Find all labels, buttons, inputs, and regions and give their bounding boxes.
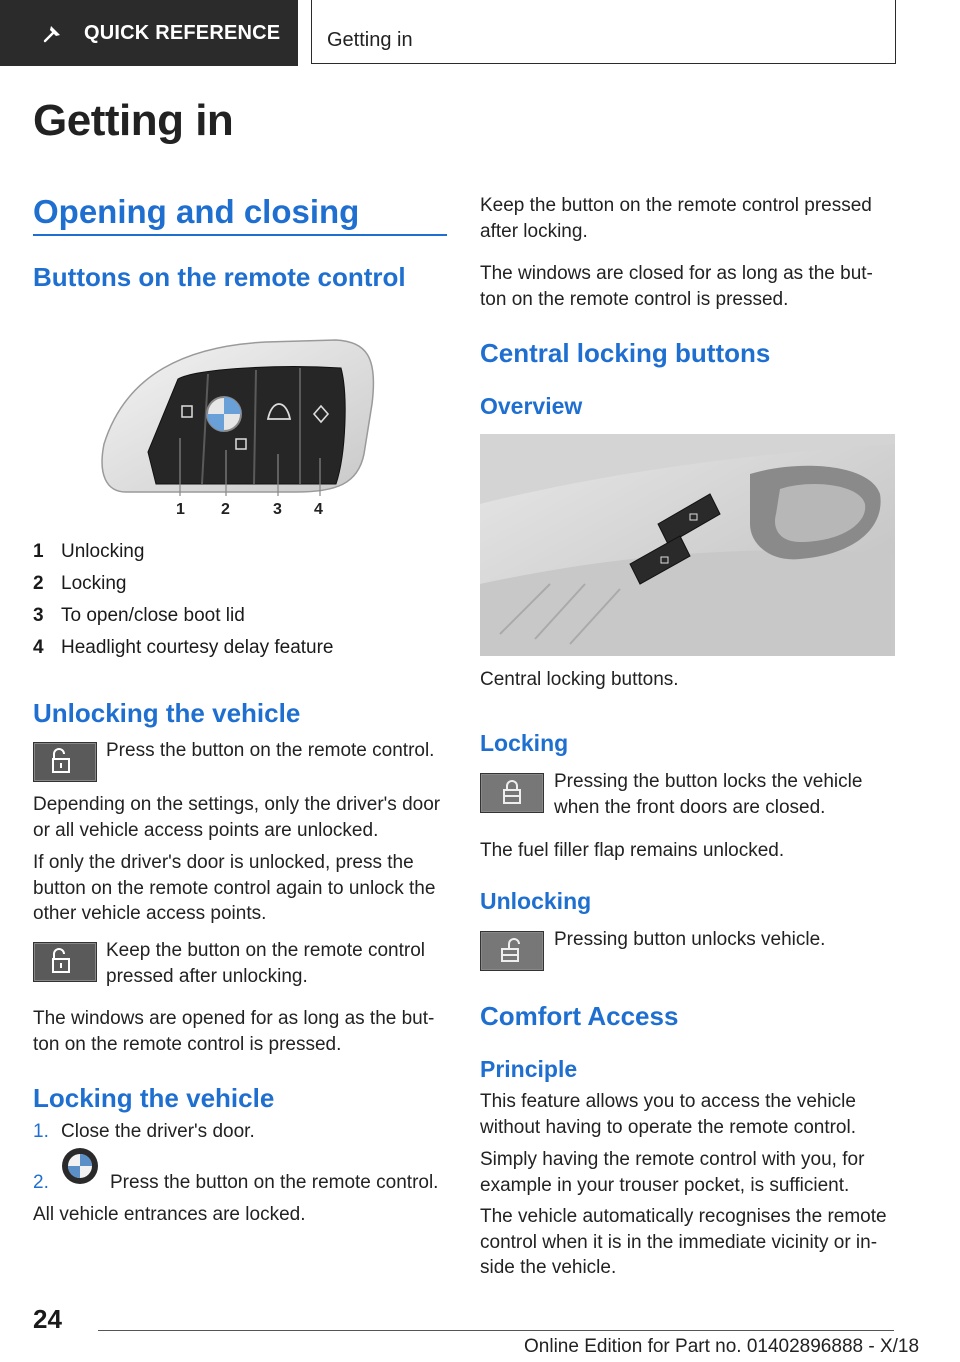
locking-windows-paragraph: Keep the button on the remote control pressed after locking. <box>480 195 872 242</box>
callout-2: 2 <box>221 501 230 518</box>
list-item: 4 Headlight courtesy delay feature <box>33 637 334 658</box>
footer-edition: Online Edition for Part no. 01402896888 - X/18 <box>524 1336 920 1357</box>
unlock-button-icon <box>33 942 97 982</box>
principle-paragraph-1: This feature allows you to access the vehicle without having to operate the remote control. <box>480 1091 857 1138</box>
heading-central-locking: Central locking buttons <box>480 338 771 368</box>
unlock-paragraph-3: If only the driver's door is unlocked, press the button on the remote control again to unlock the other vehicle access points. <box>33 852 436 924</box>
unlock-paragraph-5: The windows are opened for as long as the but- ton on the remote control is pressed. <box>33 1008 435 1055</box>
step-1: 1. Close the driver's door. <box>33 1121 255 1142</box>
windows-closed-paragraph: The windows are closed for as long as the but- ton on the remote control is pressed. <box>480 263 873 310</box>
heading-comfort-access: Comfort Access <box>480 1001 679 1031</box>
heading-overview: Overview <box>480 393 583 419</box>
heading-unlocking: Unlocking <box>480 888 592 914</box>
callout-3: 3 <box>273 501 282 518</box>
heading-locking-vehicle: Locking the vehicle <box>33 1083 275 1113</box>
unlock-paragraph-2: Depending on the settings, only the driver's door or all vehicle access points are unlocked. <box>33 794 441 841</box>
heading-rule <box>33 234 447 236</box>
list-item: 1 Unlocking <box>33 541 145 562</box>
unlocking-description: Pressing button unlocks vehicle. <box>554 929 826 950</box>
page-title: Getting in <box>33 96 234 145</box>
remote-buttons-list <box>33 536 334 664</box>
remote-key-illustration <box>96 334 386 524</box>
principle-paragraph-2: Simply having the remote control with you, for example in your trouser pocket, is sufficient. <box>480 1149 865 1196</box>
list-item: 3 To open/close boot lid <box>33 605 245 626</box>
quick-reference-tab[interactable] <box>0 0 298 66</box>
pin-icon <box>42 22 64 44</box>
callout-4: 4 <box>314 501 323 518</box>
quick-reference-label: QUICK REFERENCE <box>84 21 281 44</box>
header-section-box <box>311 0 896 64</box>
locking-description: Pressing the button locks the vehicle when the front doors are closed. <box>554 771 863 818</box>
step-2-text: Press the button on the remote control. <box>110 1172 439 1193</box>
list-item: 2 Locking <box>33 573 127 594</box>
unlock-button-icon <box>33 742 97 782</box>
locking-result: All vehicle entrances are locked. <box>33 1204 306 1225</box>
heading-principle: Principle <box>480 1056 578 1082</box>
header-section-title: Getting in <box>327 29 413 51</box>
lock-button-icon <box>480 773 544 813</box>
door-panel-photo <box>480 434 895 656</box>
principle-paragraph-3: The vehicle automatically recognises the remote control when it is in the immediate vicinity or in- side the vehicle. <box>480 1206 887 1278</box>
unlock-instruction: Press the button on the remote control. <box>106 740 435 761</box>
callout-1: 1 <box>176 501 185 518</box>
heading-unlocking-vehicle: Unlocking the vehicle <box>33 698 301 728</box>
unlock-central-button-icon <box>480 931 544 971</box>
central-locking-caption: Central locking buttons. <box>480 669 679 690</box>
page-number: 24 <box>33 1304 62 1334</box>
fuel-flap-note: The fuel filler flap remains unlocked. <box>480 840 785 861</box>
step-2: 2. <box>33 1172 49 1193</box>
bmw-logo-icon <box>60 1146 100 1186</box>
heading-buttons-remote: Buttons on the remote control <box>33 262 406 292</box>
heading-opening-closing: Opening and closing <box>33 193 360 230</box>
unlock-paragraph-4: Keep the button on the remote control pressed after unlocking. <box>106 940 425 987</box>
heading-locking: Locking <box>480 730 569 756</box>
footer-rule <box>98 1330 894 1331</box>
